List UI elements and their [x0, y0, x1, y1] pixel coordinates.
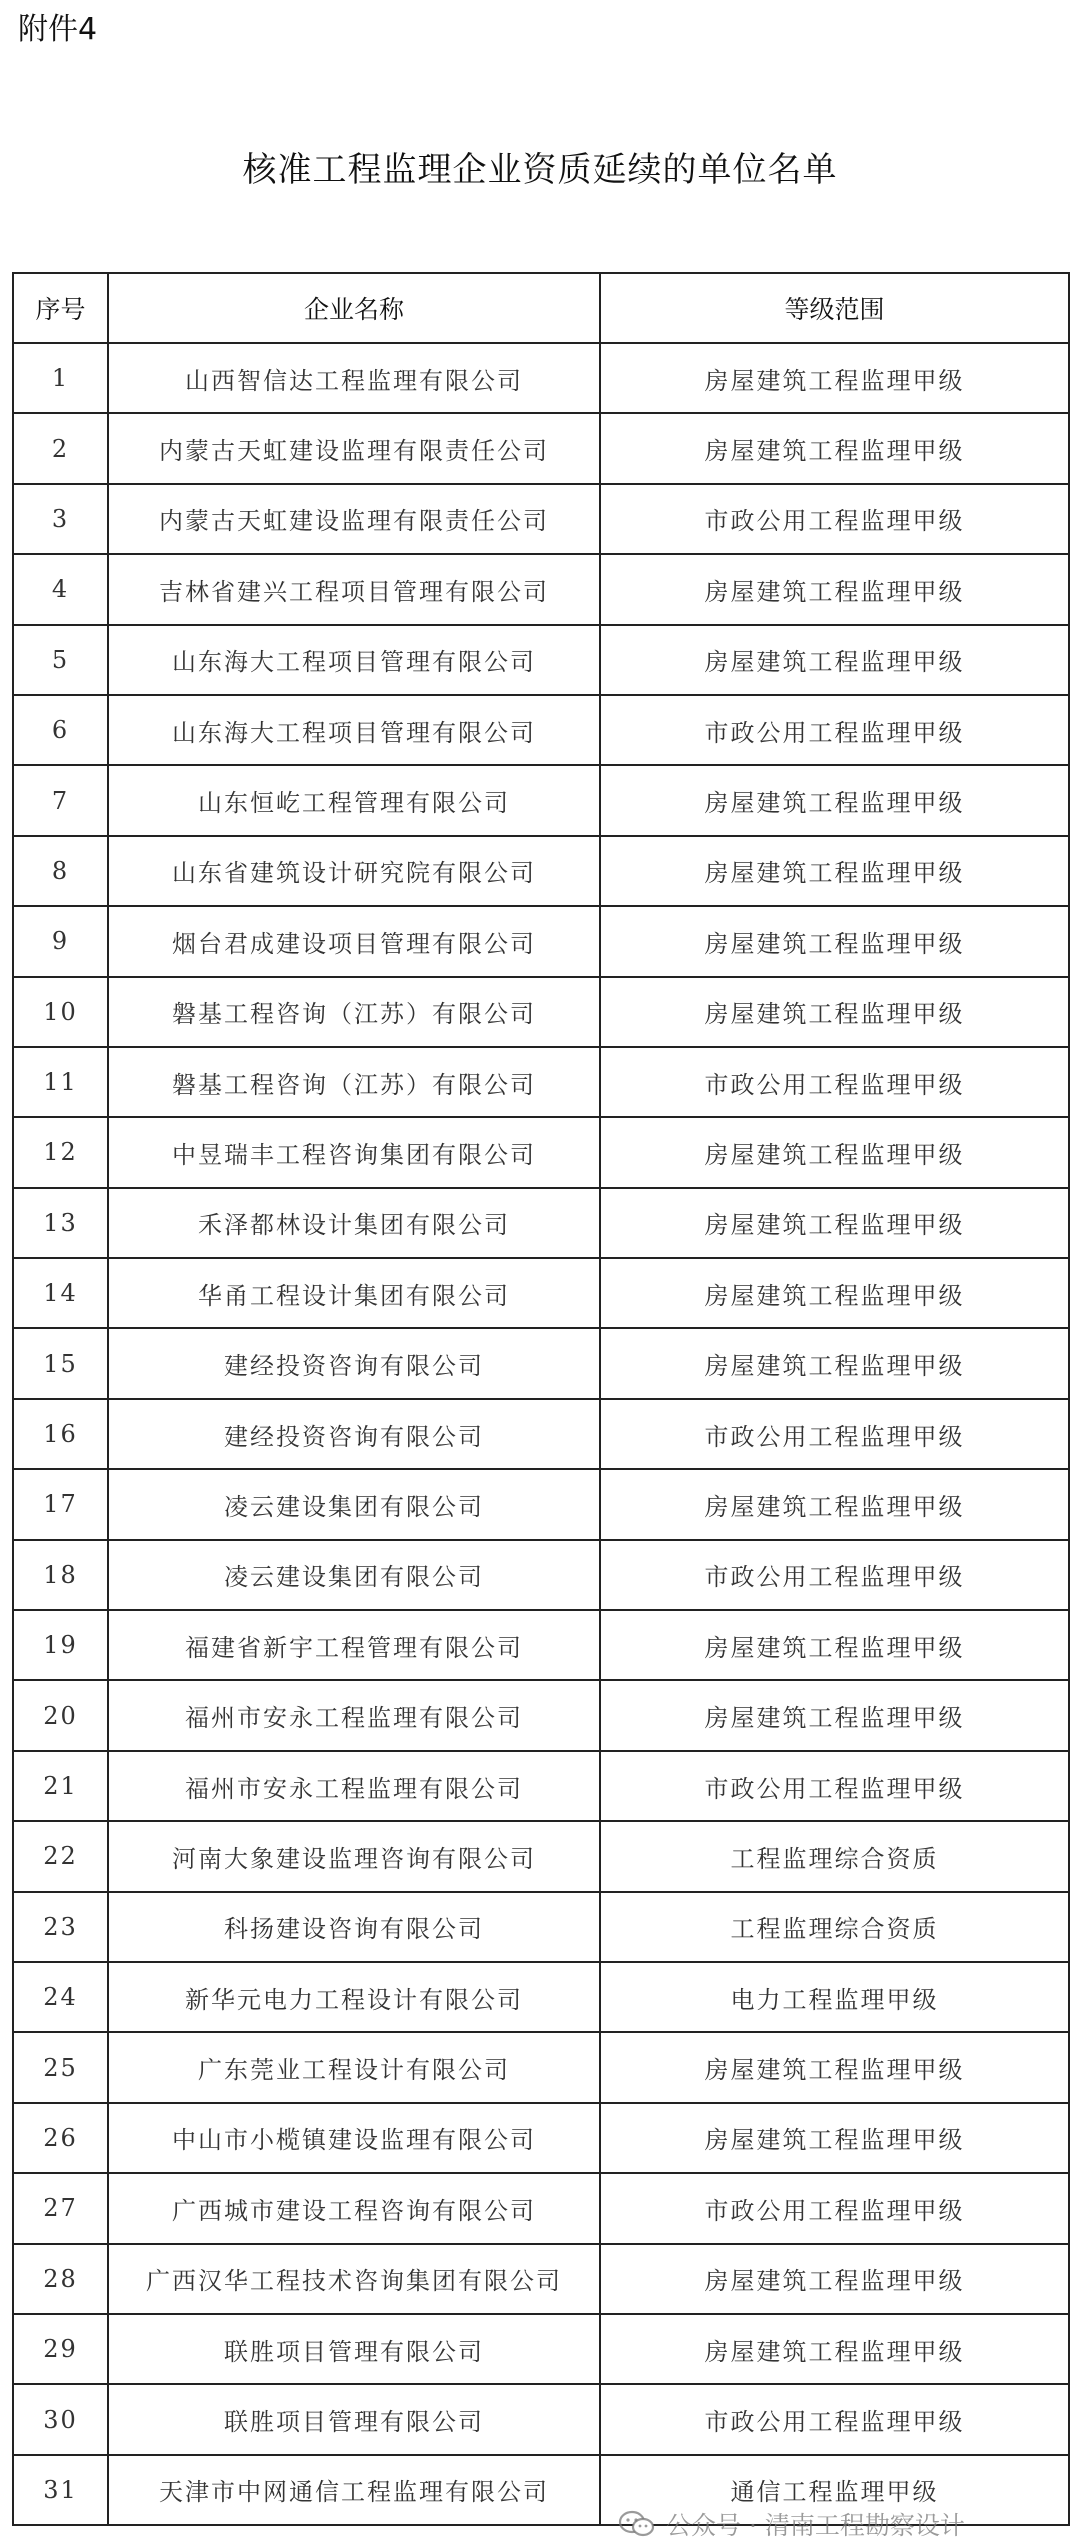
row-index: 17	[13, 1469, 108, 1539]
grade-scope: 房屋建筑工程监理甲级	[600, 906, 1069, 976]
grade-scope: 市政公用工程监理甲级	[600, 1540, 1069, 1610]
company-name: 山西智信达工程监理有限公司	[108, 343, 600, 413]
grade-scope: 房屋建筑工程监理甲级	[600, 1680, 1069, 1750]
row-index: 3	[13, 484, 108, 554]
table-row	[13, 2103, 1069, 2173]
grade-scope: 房屋建筑工程监理甲级	[600, 625, 1069, 695]
table-row	[13, 906, 1069, 976]
company-name: 建经投资咨询有限公司	[108, 1328, 600, 1398]
row-index: 5	[13, 625, 108, 695]
company-name: 科扬建设咨询有限公司	[108, 1892, 600, 1962]
watermark-text: 公众号 · 清南工程勘察设计	[666, 2511, 965, 2540]
company-name: 凌云建设集团有限公司	[108, 1469, 600, 1539]
row-index: 13	[13, 1188, 108, 1258]
grade-scope: 房屋建筑工程监理甲级	[600, 2032, 1069, 2102]
grade-scope: 工程监理综合资质	[600, 1821, 1069, 1891]
table-row	[13, 1258, 1069, 1328]
row-index: 27	[13, 2173, 108, 2243]
grade-scope: 房屋建筑工程监理甲级	[600, 2103, 1069, 2173]
grade-scope: 电力工程监理甲级	[600, 1962, 1069, 2032]
row-index: 8	[13, 836, 108, 906]
table-header-row	[13, 273, 1069, 343]
table-row	[13, 1540, 1069, 1610]
row-index: 11	[13, 1047, 108, 1117]
table-row	[13, 1892, 1069, 1962]
grade-scope: 房屋建筑工程监理甲级	[600, 977, 1069, 1047]
table-row	[13, 1610, 1069, 1680]
company-name: 福州市安永工程监理有限公司	[108, 1680, 600, 1750]
company-name: 华甬工程设计集团有限公司	[108, 1258, 600, 1328]
row-index: 10	[13, 977, 108, 1047]
company-name: 福建省新宇工程管理有限公司	[108, 1610, 600, 1680]
grade-scope: 市政公用工程监理甲级	[600, 1047, 1069, 1117]
grade-scope: 房屋建筑工程监理甲级	[600, 836, 1069, 906]
row-index: 6	[13, 695, 108, 765]
table-row	[13, 836, 1069, 906]
table-row	[13, 2173, 1069, 2243]
company-name: 内蒙古天虹建设监理有限责任公司	[108, 413, 600, 483]
grade-scope: 市政公用工程监理甲级	[600, 1751, 1069, 1821]
company-name: 联胜项目管理有限公司	[108, 2314, 600, 2384]
row-index: 26	[13, 2103, 108, 2173]
company-name: 山东恒屹工程管理有限公司	[108, 765, 600, 835]
table-row	[13, 2384, 1069, 2454]
header-grade-scope: 等级范围	[600, 273, 1069, 343]
grade-scope: 通信工程监理甲级	[600, 2455, 1069, 2525]
header-index: 序号	[13, 273, 108, 343]
table-row	[13, 2244, 1069, 2314]
row-index: 29	[13, 2314, 108, 2384]
table-row	[13, 625, 1069, 695]
company-name: 广东莞业工程设计有限公司	[108, 2032, 600, 2102]
company-name: 磐基工程咨询（江苏）有限公司	[108, 1047, 600, 1117]
grade-scope: 房屋建筑工程监理甲级	[600, 554, 1069, 624]
company-name: 建经投资咨询有限公司	[108, 1399, 600, 1469]
row-index: 4	[13, 554, 108, 624]
row-index: 16	[13, 1399, 108, 1469]
grade-scope: 市政公用工程监理甲级	[600, 1399, 1069, 1469]
row-index: 19	[13, 1610, 108, 1680]
table-row	[13, 1047, 1069, 1117]
table-row	[13, 977, 1069, 1047]
table-row	[13, 2032, 1069, 2102]
table-row	[13, 1117, 1069, 1187]
company-name: 烟台君成建设项目管理有限公司	[108, 906, 600, 976]
company-name: 山东海大工程项目管理有限公司	[108, 695, 600, 765]
table-row	[13, 1399, 1069, 1469]
company-name: 山东海大工程项目管理有限公司	[108, 625, 600, 695]
company-name: 吉林省建兴工程项目管理有限公司	[108, 554, 600, 624]
company-name: 中昱瑞丰工程咨询集团有限公司	[108, 1117, 600, 1187]
grade-scope: 房屋建筑工程监理甲级	[600, 1469, 1069, 1539]
grade-scope: 市政公用工程监理甲级	[600, 695, 1069, 765]
grade-scope: 房屋建筑工程监理甲级	[600, 413, 1069, 483]
grade-scope: 房屋建筑工程监理甲级	[600, 1258, 1069, 1328]
company-name: 凌云建设集团有限公司	[108, 1540, 600, 1610]
company-name: 内蒙古天虹建设监理有限责任公司	[108, 484, 600, 554]
table-row	[13, 484, 1069, 554]
grade-scope: 房屋建筑工程监理甲级	[600, 343, 1069, 413]
table-row	[13, 765, 1069, 835]
company-name: 天津市中网通信工程监理有限公司	[108, 2455, 600, 2525]
grade-scope: 市政公用工程监理甲级	[600, 2384, 1069, 2454]
row-index: 21	[13, 1751, 108, 1821]
table-row	[13, 413, 1069, 483]
company-name: 山东省建筑设计研究院有限公司	[108, 836, 600, 906]
row-index: 15	[13, 1328, 108, 1398]
row-index: 28	[13, 2244, 108, 2314]
table-row	[13, 2455, 1069, 2525]
row-index: 24	[13, 1962, 108, 2032]
company-name: 广西城市建设工程咨询有限公司	[108, 2173, 600, 2243]
row-index: 9	[13, 906, 108, 976]
company-name: 广西汉华工程技术咨询集团有限公司	[108, 2244, 600, 2314]
table-row	[13, 695, 1069, 765]
grade-scope: 房屋建筑工程监理甲级	[600, 1610, 1069, 1680]
row-index: 23	[13, 1892, 108, 1962]
grade-scope: 市政公用工程监理甲级	[600, 484, 1069, 554]
company-name: 禾泽都林设计集团有限公司	[108, 1188, 600, 1258]
header-company-name: 企业名称	[108, 273, 600, 343]
row-index: 31	[13, 2455, 108, 2525]
grade-scope: 工程监理综合资质	[600, 1892, 1069, 1962]
table-row	[13, 554, 1069, 624]
company-name: 新华元电力工程设计有限公司	[108, 1962, 600, 2032]
grade-scope: 房屋建筑工程监理甲级	[600, 2314, 1069, 2384]
grade-scope: 房屋建筑工程监理甲级	[600, 2244, 1069, 2314]
grade-scope: 市政公用工程监理甲级	[600, 2173, 1069, 2243]
row-index: 1	[13, 343, 108, 413]
row-index: 12	[13, 1117, 108, 1187]
grade-scope: 房屋建筑工程监理甲级	[600, 1117, 1069, 1187]
table-row	[13, 1962, 1069, 2032]
row-index: 22	[13, 1821, 108, 1891]
table-body	[13, 343, 1069, 2525]
row-index: 14	[13, 1258, 108, 1328]
table-row	[13, 1328, 1069, 1398]
row-index: 7	[13, 765, 108, 835]
grade-scope: 房屋建筑工程监理甲级	[600, 1188, 1069, 1258]
enterprise-table	[12, 272, 1070, 2526]
company-name: 福州市安永工程监理有限公司	[108, 1751, 600, 1821]
row-index: 2	[13, 413, 108, 483]
page-title: 核准工程监理企业资质延续的单位名单	[242, 150, 838, 190]
attachment-label: 附件4	[18, 12, 98, 47]
table-row	[13, 1821, 1069, 1891]
company-name: 磐基工程咨询（江苏）有限公司	[108, 977, 600, 1047]
company-name: 中山市小榄镇建设监理有限公司	[108, 2103, 600, 2173]
table-row	[13, 1751, 1069, 1821]
table-row	[13, 343, 1069, 413]
row-index: 25	[13, 2032, 108, 2102]
row-index: 18	[13, 1540, 108, 1610]
row-index: 30	[13, 2384, 108, 2454]
grade-scope: 房屋建筑工程监理甲级	[600, 1328, 1069, 1398]
table-row	[13, 1469, 1069, 1539]
grade-scope: 房屋建筑工程监理甲级	[600, 765, 1069, 835]
table-row	[13, 1188, 1069, 1258]
company-name: 联胜项目管理有限公司	[108, 2384, 600, 2454]
table-row	[13, 1680, 1069, 1750]
table-row	[13, 2314, 1069, 2384]
company-name: 河南大象建设监理咨询有限公司	[108, 1821, 600, 1891]
row-index: 20	[13, 1680, 108, 1750]
